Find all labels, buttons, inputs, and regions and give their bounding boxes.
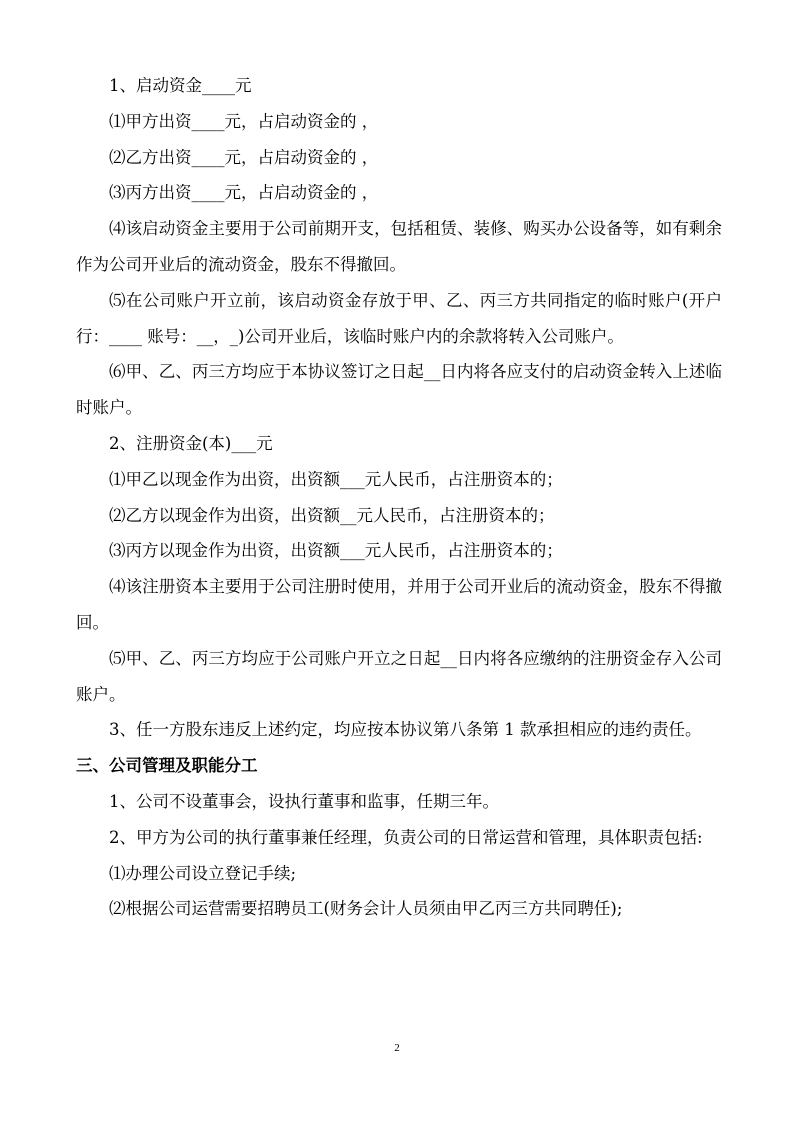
paragraph-capital-party-c: ⑶丙方以现金作为出资，出资额___元人民币，占注册资本的；	[109, 541, 563, 561]
paragraph-board-setup: 1、公司不设董事会，设执行董事和监事，任期三年。	[109, 791, 499, 811]
paragraph-startup-funds: 1、启动资金____元	[109, 76, 252, 95]
paragraph-capital-party-b: ⑵乙方以现金作为出资，出资额__元人民币，占注册资本的；	[109, 505, 555, 525]
paragraph-registration-procedures: ⑴办理公司设立登记手续;	[109, 863, 297, 883]
paragraph-party-b-contribution: ⑵乙方出资____元，占启动资金的 ，	[109, 147, 379, 167]
paragraph-party-c-contribution: ⑶丙方出资____元，占启动资金的 ，	[109, 183, 379, 203]
paragraph-temporary-account: ⑸在公司账户开立前，该启动资金存放于甲、乙、丙三方共同指定的临时账户(开户行：____ 账号：__，_)公司开业后，该临时账户内的余款将转入公司账户。	[76, 290, 722, 346]
paragraph-party-a-contribution: ⑴甲方出资____元，占启动资金的 ，	[109, 111, 379, 131]
page-number: 2	[394, 1042, 400, 1054]
paragraph-capital-usage: ⑷该注册资本主要用于公司注册时使用，并用于公司开业后的流动资金，股东不得撤回。	[76, 577, 722, 632]
paragraph-registered-capital: 2、注册资金(本)___元	[109, 433, 273, 453]
paragraph-hiring: ⑵根据公司运营需要招聘员工(财务会计人员须由甲乙丙三方共同聘任);	[109, 899, 623, 919]
section-heading: 三、公司管理及职能分工	[76, 756, 258, 776]
paragraph-executive-director-duties: 2、甲方为公司的执行董事兼任经理，负责公司的日常运营和管理，具体职责包括:	[109, 827, 703, 847]
paragraph-transfer-deadline: ⑹甲、乙、丙三方均应于本协议签订之日起__日内将各应支付的启动资金转入上述临时账户。	[76, 362, 722, 418]
paragraph-breach-liability: 3、任一方股东违反上述约定，均应按本协议第八条第 1 款承担相应的违约责任。	[109, 720, 702, 740]
paragraph-capital-deadline: ⑸甲、乙、丙三方均应于公司账户开立之日起__日内将各应缴纳的注册资金存入公司账户。	[76, 648, 722, 704]
paragraph-startup-funds-usage: ⑷该启动资金主要用于公司前期开支，包括租赁、装修、购买办公设备等，如有剩余作为公司开业后的流动资金，股东不得撤回。	[76, 219, 722, 274]
document-body	[76, 68, 722, 927]
paragraph-capital-party-a: ⑴甲乙以现金作为出资，出资额___元人民币，占注册资本的；	[109, 469, 563, 489]
